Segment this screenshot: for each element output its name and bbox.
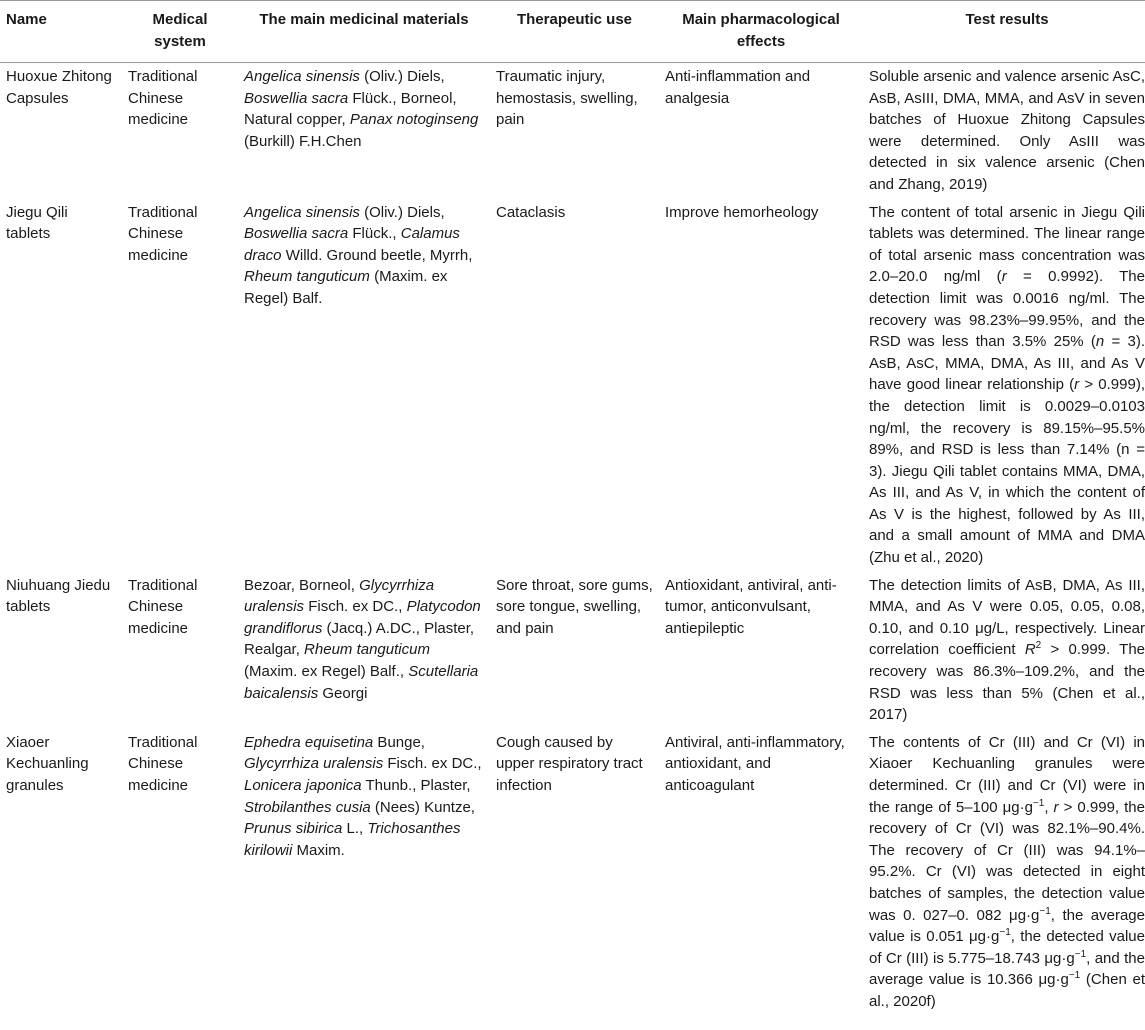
cell-medical-system: Traditional Chinese medicine — [128, 576, 198, 637]
italic-text: Prunus sibirica — [244, 820, 343, 838]
header-row — [0, 4, 1145, 62]
italic-text: r — [1053, 798, 1059, 816]
italic-text: Trichosanthes kirilowii — [244, 820, 461, 859]
italic-text: Panax notoginseng — [349, 111, 479, 129]
table-row — [0, 62, 1145, 198]
italic-text: r — [1074, 376, 1080, 394]
cell-name: Jiegu Qili tablets — [6, 203, 68, 243]
superscript: −1 — [1039, 905, 1051, 917]
italic-text: Strobilanthes cusia — [244, 798, 371, 816]
cell-name: Huoxue Zhitong Capsules — [6, 68, 112, 107]
table-row — [0, 198, 1145, 571]
cell-therapeutic-use: Traumatic injury, hemostasis, swelling, pain — [496, 68, 638, 129]
italic-text: Glycyrrhiza uralensis — [244, 576, 435, 616]
italic-text: Angelica sinensis — [244, 68, 360, 85]
cell-therapeutic-use: Cataclasis — [496, 203, 566, 221]
cell-pharmacological-effects: Improve hemorheology — [665, 203, 819, 221]
italic-text: Rheum tanguticum — [304, 641, 430, 659]
italic-text: Platycodon grandiflorus — [244, 598, 481, 637]
cell-test-results: The detection limits of AsB, DMA, As III, MMA, and As V were 0.05, 0.05, 0.08, 0.10, and 0.10 μg/L, respectively. Linear correlation coefficient $R^2 > 0.999$. The recovery was 86.3%–109.2%, and the RSD was less than 5% (Chen et al., 2017) — [869, 576, 1145, 724]
italic-text: Rheum tanguticum — [244, 268, 370, 286]
cell-therapeutic-use: Sore throat, sore gums, sore tongue, swelling, and pain — [496, 576, 653, 637]
cell-medical-system: Traditional Chinese medicine — [128, 203, 198, 264]
italic-text: r — [1001, 268, 1007, 286]
cell-name: Niuhuang Jiedu tablets — [6, 576, 111, 616]
cell-test-results: Soluble arsenic and valence arsenic AsC, AsB, AsIII, DMA, MMA, and AsV in seven batches of Huoxue Zhitong Capsules were determined. Only AsIII was detected in six valence arsenic (Chen and Zhang, 2019) — [869, 68, 1145, 193]
italic-text: n — [1095, 333, 1105, 351]
italic-text: Lonicera japonica — [244, 777, 362, 794]
italic-text: Scutellaria baicalensis — [244, 663, 479, 702]
table-row — [0, 728, 1145, 1030]
header-medical-system: Medical system — [152, 11, 208, 50]
italic-text: Glycyrrhiza uralensis — [244, 755, 384, 773]
header-rule — [0, 62, 1145, 63]
cell-pharmacological-effects: Antioxidant, antiviral, anti-tumor, anticonvulsant, antiepileptic — [665, 576, 837, 637]
cell-materials: Bezoar, Borneol, Glycyrrhiza uralensis Fisch. ex DC., Platycodon grandiflorus (Jacq.) A.DC., Plaster, Realgar, Rheum tanguticum (Maxim. ex Regel) Balf., Scutellaria baicalensis Georgi — [244, 576, 481, 702]
cell-name: Xiaoer Kechuanling granules — [6, 733, 89, 794]
superscript: −1 — [1074, 948, 1087, 960]
italic-text: R — [1024, 641, 1036, 659]
italic-text: Calamus draco — [244, 225, 460, 264]
italic-text: Ephedra equisetina — [244, 733, 374, 751]
superscript: −1 — [999, 927, 1011, 939]
cell-materials: Angelica sinensis (Oliv.) Diels, Boswellia sacra Flück., Calamus draco Willd. Ground beetle, Myrrh, Rheum tanguticum (Maxim. ex Regel) Balf. — [244, 203, 473, 307]
header-name: Name — [6, 11, 47, 28]
cell-materials: Ephedra equisetina Bunge, Glycyrrhiza uralensis Fisch. ex DC., Lonicera japonica Thunb., Plaster, Strobilanthes cusia (Nees) Kuntze, Prunus sibirica L., Trichosanthes kirilowii Maxim. — [244, 733, 482, 859]
italic-text: Boswellia sacra — [244, 89, 349, 107]
italic-text: Angelica sinensis — [244, 203, 360, 221]
cell-pharmacological-effects: Antiviral, anti-inflammatory, antioxidant, and anticoagulant — [665, 733, 845, 794]
cell-materials: Angelica sinensis (Oliv.) Diels, Boswellia sacra Flück., Borneol, Natural copper, Panax notoginseng (Burkill) F.H.Chen — [244, 68, 479, 150]
cell-test-results: The contents of Cr (III) and Cr (VI) in Xiaoer Kechuanling granules were determined. Cr (III) and Cr (VI) were in the range of 5–100 $\mu g\cdot g^{-1}$, r > 0.999, the recovery of Cr (VI) was 82.1%–90.4%. The recovery of Cr (III) was 94.1%–95.2%. Cr (VI) was detected in eight batches of samples, the detection value was 0. 027–0. 082 $\mu g\cdot g^{-1}$, the average value is 0.051 $\mu g\cdot g^{-1}$, the detected value of Cr (III) is 5.775–18.743 $\mu g\cdot g^{-1}$, and the average value is 10.366 $\mu g\cdot g^{-1}$ (Chen et al., 2020f) — [869, 733, 1145, 1010]
table-row — [0, 571, 1145, 728]
superscript: −1 — [1032, 797, 1045, 809]
cell-medical-system: Traditional Chinese medicine — [128, 68, 198, 129]
cell-pharmacological-effects: Anti-inflammation and analgesia — [665, 68, 811, 107]
header-test-results: Test results — [965, 11, 1049, 28]
header-therapeutic-use: Therapeutic use — [516, 11, 633, 28]
cell-test-results: The content of total arsenic in Jiegu Qili tablets was determined. The linear range of total arsenic mass concentration was 2.0–20.0 ng/ml (r = 0.9992). The detection limit was 0.0016 ng/ml. The recovery was 98.23%–99.95%, and the RSD was less than 3.5% 25% (n = 3). AsB, AsC, MMA, DMA, As III, and As V have good linear relationship (r > 0.999), the detection limit is 0.0029–0.0103 ng/ml, the recovery is 89.15%–95.5% 89%, and RSD is less than 7.14% (n = 3). Jiegu Qili tablet contains MMA, DMA, As III, and As V, in which the content of As V is the highest, followed by As III, and a small amount of MMA and DMA (Zhu et al., 2020) — [869, 203, 1145, 567]
header-main-materials: The main medicinal materials — [259, 11, 469, 28]
top-rule — [0, 0, 1145, 1]
header-pharmacological-effects: Main pharmacological effects — [682, 11, 840, 50]
superscript: 2 — [1035, 640, 1042, 652]
cell-therapeutic-use: Cough caused by upper respiratory tract infection — [496, 733, 643, 794]
cell-medical-system: Traditional Chinese medicine — [128, 733, 198, 794]
medicine-table — [0, 4, 1145, 1030]
italic-text: Boswellia sacra — [244, 225, 349, 243]
superscript: −1 — [1068, 970, 1081, 982]
